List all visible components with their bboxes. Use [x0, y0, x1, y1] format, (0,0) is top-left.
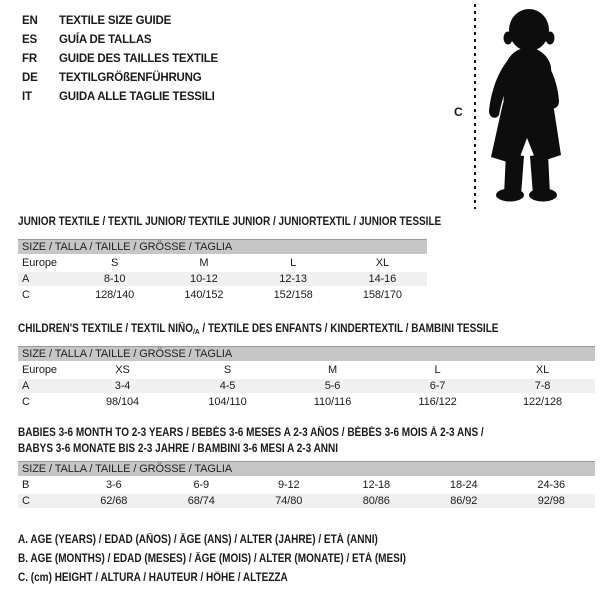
footnote-line: [18, 550, 464, 569]
language-title-list: [22, 11, 218, 106]
size-header-bar: SIZE / TALLA / TAILLE / GRÖSSE / TAGLIA: [18, 347, 595, 363]
babies-size-table: [18, 461, 595, 510]
size-cell: 74/80: [245, 493, 333, 509]
language-row: [22, 49, 218, 68]
size-cell: 140/152: [159, 287, 248, 303]
children-table-title: [18, 321, 570, 340]
babies-title-line2: BABYS 3-6 MONATE BIS 2-3 JAHRE / BAMBINI 3-6 MESI A 2-3 ANNI: [18, 443, 339, 455]
size-cell: M: [159, 255, 248, 271]
size-cell: XL: [338, 255, 427, 271]
size-cell: L: [249, 255, 338, 271]
children-title-pre: CHILDREN'S TEXTILE / TEXTIL NIÑO: [18, 323, 194, 335]
row-label: C: [18, 287, 70, 303]
row-label: Europe: [18, 362, 70, 378]
size-header-bar: SIZE / TALLA / TAILLE / GRÖSSE / TAGLIA: [18, 462, 595, 478]
size-cell: 3-6: [70, 477, 158, 493]
table-row: [18, 477, 595, 493]
table-row: [18, 394, 595, 410]
junior-table-title: [18, 214, 504, 230]
height-label: C: [454, 105, 463, 119]
size-cell: XL: [490, 362, 595, 378]
size-header-bar: SIZE / TALLA / TAILLE / GRÖSSE / TAGLIA: [18, 240, 427, 256]
language-row: [22, 87, 218, 106]
size-cell: 8-10: [70, 271, 159, 287]
size-cell: 18-24: [420, 477, 508, 493]
size-cell: 80/86: [333, 493, 421, 509]
size-cell: 104/110: [175, 394, 280, 410]
size-cell: 110/116: [280, 394, 385, 410]
children-title-subscript: /A: [193, 327, 200, 336]
footnote-legend: [18, 531, 464, 588]
size-cell: 92/98: [508, 493, 596, 509]
language-title: GUIDE DES TAILLES TEXTILE: [59, 52, 218, 65]
babies-title-line1: BABIES 3-6 MONTH TO 2-3 YEARS / BEBÉS 3-6 MESES A 2-3 AÑOS / BÉBÉS 3-6 MOIS À 2-3 ANS /: [18, 427, 484, 439]
size-cell: 9-12: [245, 477, 333, 493]
language-code: ES: [22, 33, 37, 46]
language-code: DE: [22, 71, 38, 84]
footnote-line: [18, 531, 464, 550]
size-cell: 68/74: [158, 493, 246, 509]
size-header-row: [18, 462, 595, 478]
language-code: FR: [22, 52, 37, 65]
size-cell: 122/128: [490, 394, 595, 410]
size-cell: S: [70, 255, 159, 271]
size-cell: 7-8: [490, 378, 595, 394]
language-row: [22, 11, 218, 30]
size-header-row: [18, 240, 427, 256]
language-title: GUIDA ALLE TAGLIE TESSILI: [59, 90, 215, 103]
footnote-b: B. AGE (MONTHS) / EDAD (MESES) / ÂGE (MOIS) / ALTER (MONATE) / ETÀ (MESI): [18, 553, 406, 565]
size-cell: 12-13: [249, 271, 338, 287]
size-cell: 128/140: [70, 287, 159, 303]
size-cell: XS: [70, 362, 175, 378]
size-cell: 5-6: [280, 378, 385, 394]
size-cell: 4-5: [175, 378, 280, 394]
language-code: EN: [22, 14, 38, 27]
size-header-row: [18, 347, 595, 363]
children-title-post: / TEXTILE DES ENFANTS / KINDERTEXTIL / BAMBINI TESSILE: [199, 323, 499, 335]
junior-table-title-text: JUNIOR TEXTILE / TEXTIL JUNIOR/ TEXTILE JUNIOR / JUNIORTEXTIL / JUNIOR TESSILE: [18, 216, 442, 228]
language-code: IT: [22, 90, 32, 103]
baby-silhouette: [481, 5, 571, 205]
row-label: C: [18, 493, 70, 509]
size-cell: 116/122: [385, 394, 490, 410]
junior-size-table: [18, 239, 427, 304]
size-cell: 10-12: [159, 271, 248, 287]
table-row: [18, 271, 427, 287]
row-label: A: [18, 378, 70, 394]
language-row: [22, 68, 218, 87]
footnote-line: [18, 569, 464, 588]
language-title: TEXTILE SIZE GUIDE: [59, 14, 172, 27]
size-cell: 152/158: [249, 287, 338, 303]
size-cell: 86/92: [420, 493, 508, 509]
table-row: [18, 287, 427, 303]
row-label: Europe: [18, 255, 70, 271]
children-table-title-text: [18, 321, 498, 340]
size-cell: 3-4: [70, 378, 175, 394]
size-cell: 6-9: [158, 477, 246, 493]
footnote-c: C. (cm) HEIGHT / ALTURA / HAUTEUR / HÖHE / ALTEZZA: [18, 572, 288, 584]
table-row: [18, 255, 427, 271]
size-cell: S: [175, 362, 280, 378]
size-cell: 14-16: [338, 271, 427, 287]
size-cell: 24-36: [508, 477, 596, 493]
size-cell: 6-7: [385, 378, 490, 394]
table-row: [18, 362, 595, 378]
size-cell: 62/68: [70, 493, 158, 509]
size-cell: 12-18: [333, 477, 421, 493]
language-title: GUÍA DE TALLAS: [59, 33, 152, 46]
row-label: A: [18, 271, 70, 287]
language-row: [22, 30, 218, 49]
table-row: [18, 493, 595, 509]
row-label: B: [18, 477, 70, 493]
size-cell: L: [385, 362, 490, 378]
row-label: C: [18, 394, 70, 410]
babies-table-title: [18, 425, 553, 457]
size-cell: 158/170: [338, 287, 427, 303]
table-row: [18, 378, 595, 394]
size-cell: 98/104: [70, 394, 175, 410]
size-cell: M: [280, 362, 385, 378]
footnote-a: A. AGE (YEARS) / EDAD (AÑOS) / ÂGE (ANS) / ALTER (JAHRE) / ETÀ (ANNI): [18, 534, 378, 546]
height-dotted-line: [474, 4, 476, 209]
children-size-table: [18, 346, 595, 411]
language-title: TEXTILGRÖßENFÜHRUNG: [59, 71, 202, 84]
